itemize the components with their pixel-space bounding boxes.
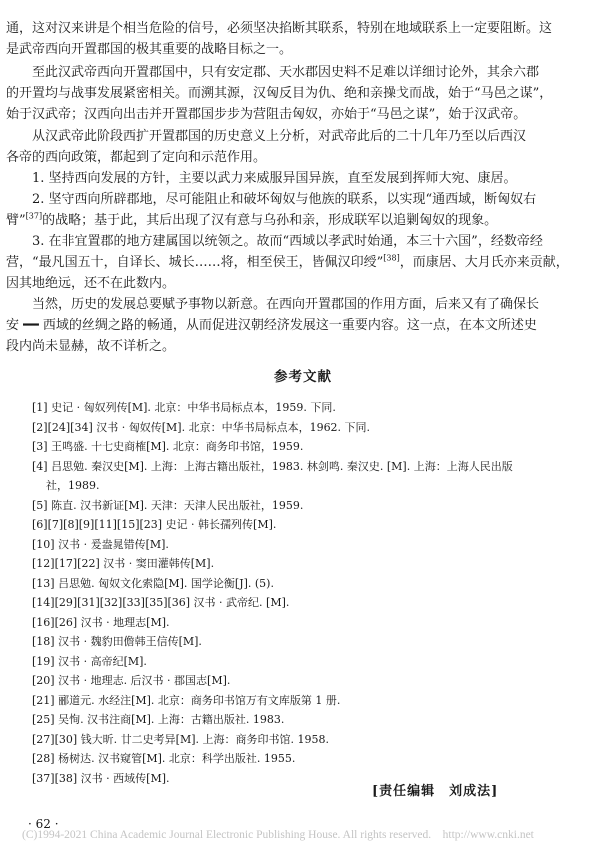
text-line: 因其地绝远，还不在此数内。: [6, 276, 176, 291]
reference-item: [4] 吕思勉. 秦汉史[M]. 上海：上海古籍出版社，1983. 林剑鸣. 秦汉史. [M]. 上海：上海人民出版: [32, 459, 513, 473]
references-heading: 参考文献: [274, 369, 332, 385]
reference-item: [18] 汉书 · 魏豹田儋韩王信传[M].: [32, 635, 202, 648]
page-number: · 62 ·: [28, 817, 59, 831]
text-line: [6, 210, 600, 231]
reference-item: [5] 陈直. 汉书新证[M]. 天津：天津人民出版社，1959.: [32, 498, 304, 512]
text-line: 从汉武帝此阶段西扩开置郡国的历史意义上分析，对武帝此后的二十几年乃至以后西汉: [32, 129, 527, 144]
citation-mark: [37]: [25, 211, 43, 221]
reference-item: [14][29][31][32][33][35][36] 汉书 · 武帝纪. [M].: [32, 596, 290, 609]
reference-item-continuation: 社，1989.: [46, 479, 100, 492]
body-paragraph-3: [6, 126, 600, 168]
reference-item: [3] 王鸣盛. 十七史商榷[M]. 北京：商务印书馆，1959.: [32, 440, 304, 453]
text-line: 3. 在非宜置郡的地方建属国以统领之。故而“西域以孝武时始通，本三十六国”，经数帝经: [32, 234, 543, 249]
text-fragment: ，而康居、大月氏亦来贡献，: [399, 255, 569, 270]
reference-item: [21] 郦道元. 水经注[M]. 北京：商务印书馆万有文库版第 1 册.: [32, 693, 341, 707]
body-paragraph-point-3: [6, 231, 600, 294]
text-fragment: 营，“最凡国五十，自译长、城长……将，相至侯王，皆佩汉印绶”: [6, 255, 384, 270]
text-line: 各帝的西向政策，都起到了定向和示范作用。: [6, 150, 267, 165]
reference-item: [13] 吕思勉. 匈奴文化索隐[M]. 国学论衡[J]. (5).: [32, 576, 274, 590]
reference-item: [27][30] 钱大昕. 廿二史考异[M]. 上海：商务印书馆. 1958.: [32, 732, 329, 746]
citation-mark: [38]: [383, 253, 400, 263]
reference-item: [12][17][22] 汉书 · 窦田灌韩传[M].: [32, 557, 215, 570]
text-line: [6, 252, 600, 273]
reference-item: [25] 吴恂. 汉书注商[M]. 上海：古籍出版社. 1983.: [32, 713, 285, 726]
body-paragraph-point-1: [6, 168, 600, 189]
copyright-footer: (C)1994-2021 China Academic Journal Electronic Publishing House. All rights reserved. http://www.cnki.net: [22, 829, 534, 841]
text-line: 安 ━━ 西域的丝绸之路的畅通，从而促进汉朝经济发展这一重要内容。这一点，在本文所述史: [6, 318, 537, 333]
body-paragraph-2: [6, 62, 600, 125]
text-line: 段内尚未显赫，故不详析之。: [6, 339, 176, 354]
text-line: 2. 坚守西向所辟郡地，尽可能阻止和破坏匈奴与他族的联系，以实现“通西域，断匈奴右: [32, 192, 537, 207]
text-line: 的开置均与战事发展紧密相关。而溯其源，汉匈反目为仇、绝和亲操戈而战，始于“马邑之谋”，: [6, 86, 553, 101]
reference-item: [10] 汉书 · 爰盎晁错传[M].: [32, 537, 169, 551]
reference-item: [6][7][8][9][11][15][23] 史记 · 韩长孺列传[M].: [32, 518, 277, 531]
text-line: 1. 坚持西向发展的方针，主要以武力来威服异国异族，直至发展到挥师大宛、康居。: [32, 171, 517, 186]
reference-item: [37][38] 汉书 · 西域传[M].: [32, 771, 170, 785]
body-paragraph-1: [6, 18, 600, 60]
responsible-editor: [责任编辑 刘成法]: [372, 784, 499, 799]
reference-item: [28] 杨树达. 汉书窥管[M]. 北京：科学出版社. 1955.: [32, 752, 296, 765]
text-line: 始于汉武帝；汉西向出击并开置郡国步步为营阻击匈奴，亦始于“马邑之谋”，始于汉武帝。: [6, 107, 527, 122]
reference-item: [20] 汉书 · 地理志. 后汉书 · 郡国志[M].: [32, 674, 231, 687]
reference-item: [1] 史记 · 匈奴列传[M]. 北京：中华书局标点本，1959. 下同.: [32, 401, 336, 414]
text-fragment: 臂”: [6, 213, 26, 228]
body-paragraph-7: [6, 294, 600, 357]
references-list: [32, 398, 602, 788]
body-paragraph-point-2: [6, 189, 600, 231]
reference-item: [2][24][34] 汉书 · 匈奴传[M]. 北京：中华书局标点本，1962. 下同.: [32, 420, 371, 434]
text-fragment: 的战略；基于此，其后出现了汉有意与乌孙和亲，形成联军以追剿匈奴的现象。: [42, 213, 498, 228]
reference-item: [19] 汉书 · 高帝纪[M].: [32, 654, 147, 668]
text-line: 通，这对汉来讲是个相当危险的信号，必须坚决掐断其联系，特别在地域联系上一定要阻断。这: [6, 21, 553, 36]
text-line: 是武帝西向开置郡国的极其重要的战略目标之一。: [6, 42, 293, 57]
reference-item: [16][26] 汉书 · 地理志[M].: [32, 615, 170, 629]
text-line: 至此汉武帝西向开置郡国中，只有安定郡、天水郡因史料不足难以详细讨论外，其余六郡: [32, 65, 540, 80]
text-line: 当然，历史的发展总要赋予事物以新意。在西向开置郡国的作用方面，后来又有了确保长: [32, 297, 540, 312]
